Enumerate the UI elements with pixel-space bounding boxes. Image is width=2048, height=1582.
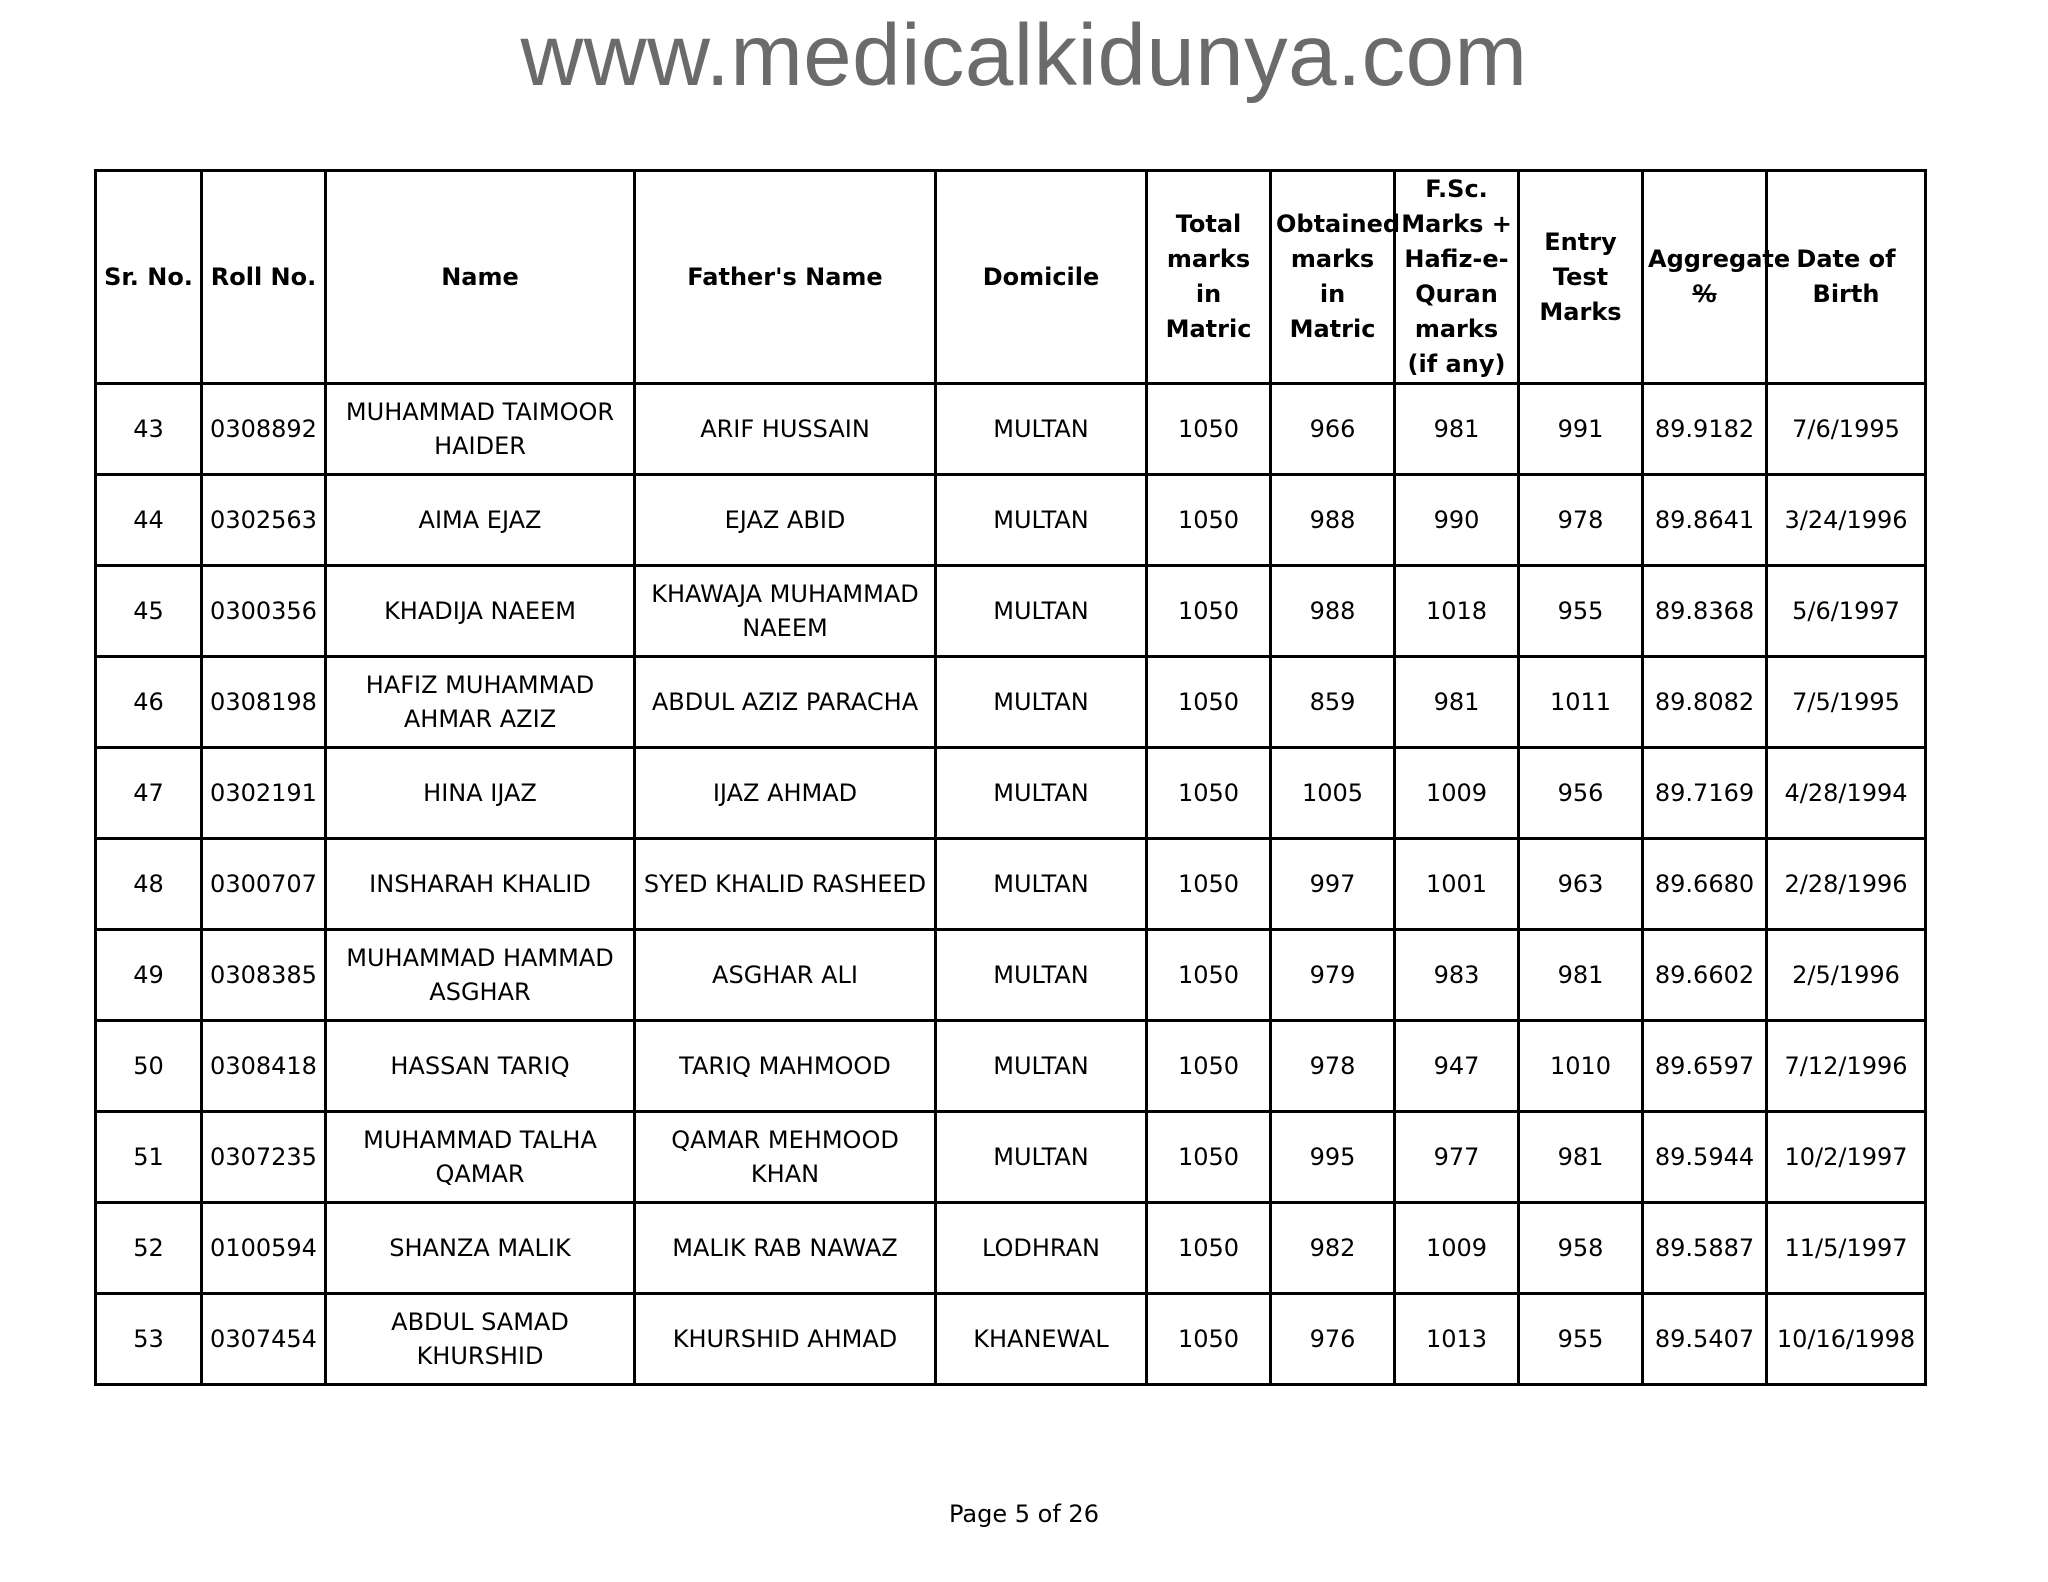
cell-domicile: MULTAN	[936, 748, 1147, 839]
cell-roll-no: 0302563	[202, 475, 326, 566]
cell-fsc-marks: 1013	[1395, 1294, 1519, 1385]
cell-sr-no: 45	[96, 566, 202, 657]
table-row	[96, 384, 1926, 475]
cell-roll-no: 0302191	[202, 748, 326, 839]
cell-aggregate: 89.7169	[1643, 748, 1767, 839]
cell-total-matric: 1050	[1147, 1021, 1271, 1112]
header-aggregate	[1643, 171, 1791, 384]
table-row	[96, 1294, 1926, 1385]
cell-entry-test: 978	[1519, 475, 1643, 566]
cell-dob: 7/12/1996	[1767, 1021, 1926, 1112]
header-domicile: Domicile	[936, 171, 1147, 384]
cell-sr-no: 48	[96, 839, 202, 930]
table-row	[96, 566, 1926, 657]
cell-entry-test: 958	[1519, 1203, 1643, 1294]
table-header-row	[96, 171, 1926, 384]
cell-name: AIMA EJAZ	[326, 475, 635, 566]
cell-domicile: MULTAN	[936, 930, 1147, 1021]
cell-obtained-matric: 979	[1271, 930, 1395, 1021]
cell-father-name: ASGHAR ALI	[635, 930, 936, 1021]
cell-dob: 10/2/1997	[1767, 1112, 1926, 1203]
cell-fsc-marks: 981	[1395, 657, 1519, 748]
cell-sr-no: 44	[96, 475, 202, 566]
table-row	[96, 930, 1926, 1021]
cell-name: HASSAN TARIQ	[326, 1021, 635, 1112]
table-row	[96, 839, 1926, 930]
cell-father-name: TARIQ MAHMOOD	[635, 1021, 936, 1112]
cell-dob: 11/5/1997	[1767, 1203, 1926, 1294]
cell-total-matric: 1050	[1147, 930, 1271, 1021]
cell-domicile: MULTAN	[936, 384, 1147, 475]
cell-roll-no: 0308198	[202, 657, 326, 748]
cell-obtained-matric: 988	[1271, 475, 1395, 566]
cell-name: KHADIJA NAEEM	[326, 566, 635, 657]
cell-sr-no: 49	[96, 930, 202, 1021]
cell-entry-test: 981	[1519, 1112, 1643, 1203]
cell-total-matric: 1050	[1147, 475, 1271, 566]
cell-roll-no: 0307235	[202, 1112, 326, 1203]
cell-domicile: MULTAN	[936, 566, 1147, 657]
cell-entry-test: 963	[1519, 839, 1643, 930]
cell-domicile: MULTAN	[936, 475, 1147, 566]
cell-roll-no: 0308418	[202, 1021, 326, 1112]
cell-domicile: LODHRAN	[936, 1203, 1147, 1294]
cell-domicile: MULTAN	[936, 1021, 1147, 1112]
cell-total-matric: 1050	[1147, 657, 1271, 748]
cell-total-matric: 1050	[1147, 748, 1271, 839]
cell-aggregate: 89.6602	[1643, 930, 1767, 1021]
cell-fsc-marks: 1009	[1395, 748, 1519, 839]
cell-sr-no: 43	[96, 384, 202, 475]
cell-aggregate: 89.8368	[1643, 566, 1767, 657]
cell-fsc-marks: 983	[1395, 930, 1519, 1021]
cell-obtained-matric: 978	[1271, 1021, 1395, 1112]
header-dob: Date of Birth	[1767, 171, 1926, 384]
cell-roll-no: 0300356	[202, 566, 326, 657]
cell-roll-no: 0307454	[202, 1294, 326, 1385]
cell-dob: 10/16/1998	[1767, 1294, 1926, 1385]
cell-father-name: IJAZ AHMAD	[635, 748, 936, 839]
page-number: Page 5 of 26	[949, 1500, 1099, 1528]
cell-dob: 2/28/1996	[1767, 839, 1926, 930]
header-fsc-marks: F.Sc. Marks + Hafiz-e-Quran marks (if any)	[1395, 171, 1519, 384]
cell-father-name: KHAWAJA MUHAMMAD NAEEM	[635, 566, 936, 657]
cell-dob: 7/6/1995	[1767, 384, 1926, 475]
table-row	[96, 1112, 1926, 1203]
cell-fsc-marks: 990	[1395, 475, 1519, 566]
cell-entry-test: 956	[1519, 748, 1643, 839]
cell-name: MUHAMMAD TALHA QAMAR	[326, 1112, 635, 1203]
cell-aggregate: 89.5407	[1643, 1294, 1767, 1385]
cell-name: MUHAMMAD TAIMOOR HAIDER	[326, 384, 635, 475]
cell-fsc-marks: 981	[1395, 384, 1519, 475]
cell-total-matric: 1050	[1147, 1203, 1271, 1294]
cell-domicile: KHANEWAL	[936, 1294, 1147, 1385]
cell-domicile: MULTAN	[936, 1112, 1147, 1203]
cell-obtained-matric: 988	[1271, 566, 1395, 657]
cell-sr-no: 52	[96, 1203, 202, 1294]
cell-entry-test: 955	[1519, 1294, 1643, 1385]
cell-total-matric: 1050	[1147, 384, 1271, 475]
cell-dob: 5/6/1997	[1767, 566, 1926, 657]
cell-name: ABDUL SAMAD KHURSHID	[326, 1294, 635, 1385]
header-roll-no: Roll No.	[202, 171, 326, 384]
cell-roll-no: 0308385	[202, 930, 326, 1021]
table-row	[96, 1203, 1926, 1294]
cell-fsc-marks: 1018	[1395, 566, 1519, 657]
cell-roll-no: 0308892	[202, 384, 326, 475]
cell-sr-no: 53	[96, 1294, 202, 1385]
table-row	[96, 475, 1926, 566]
cell-sr-no: 50	[96, 1021, 202, 1112]
cell-aggregate: 89.8082	[1643, 657, 1767, 748]
cell-domicile: MULTAN	[936, 657, 1147, 748]
cell-dob: 7/5/1995	[1767, 657, 1926, 748]
cell-sr-no: 46	[96, 657, 202, 748]
cell-total-matric: 1050	[1147, 566, 1271, 657]
cell-name: HINA IJAZ	[326, 748, 635, 839]
cell-father-name: MALIK RAB NAWAZ	[635, 1203, 936, 1294]
cell-obtained-matric: 995	[1271, 1112, 1395, 1203]
cell-entry-test: 991	[1519, 384, 1643, 475]
header-father-name: Father's Name	[635, 171, 936, 384]
watermark-text: www.medicalkidunya.com	[520, 7, 1528, 104]
cell-father-name: EJAZ ABID	[635, 475, 936, 566]
cell-dob: 4/28/1994	[1767, 748, 1926, 839]
cell-father-name: ABDUL AZIZ PARACHA	[635, 657, 936, 748]
cell-entry-test: 955	[1519, 566, 1643, 657]
cell-obtained-matric: 859	[1271, 657, 1395, 748]
cell-obtained-matric: 997	[1271, 839, 1395, 930]
header-name: Name	[326, 171, 635, 384]
cell-aggregate: 89.8641	[1643, 475, 1767, 566]
merit-list-table	[94, 169, 1927, 1386]
cell-fsc-marks: 947	[1395, 1021, 1519, 1112]
cell-obtained-matric: 1005	[1271, 748, 1395, 839]
cell-entry-test: 981	[1519, 930, 1643, 1021]
header-aggregate-label: Aggregate	[1648, 245, 1791, 273]
cell-fsc-marks: 1001	[1395, 839, 1519, 930]
cell-aggregate: 89.6597	[1643, 1021, 1767, 1112]
cell-dob: 3/24/1996	[1767, 475, 1926, 566]
cell-total-matric: 1050	[1147, 839, 1271, 930]
table-row	[96, 748, 1926, 839]
header-aggregate-symbol: %	[1692, 280, 1717, 308]
table-row	[96, 657, 1926, 748]
cell-total-matric: 1050	[1147, 1294, 1271, 1385]
cell-roll-no: 0300707	[202, 839, 326, 930]
cell-obtained-matric: 982	[1271, 1203, 1395, 1294]
cell-fsc-marks: 977	[1395, 1112, 1519, 1203]
cell-entry-test: 1010	[1519, 1021, 1643, 1112]
header-obtained-matric: Obtained marks in Matric	[1271, 171, 1395, 384]
cell-roll-no: 0100594	[202, 1203, 326, 1294]
header-total-matric: Total marks in Matric	[1147, 171, 1271, 384]
cell-obtained-matric: 976	[1271, 1294, 1395, 1385]
cell-father-name: SYED KHALID RASHEED	[635, 839, 936, 930]
cell-name: MUHAMMAD HAMMAD ASGHAR	[326, 930, 635, 1021]
table-row	[96, 1021, 1926, 1112]
cell-fsc-marks: 1009	[1395, 1203, 1519, 1294]
cell-aggregate: 89.5944	[1643, 1112, 1767, 1203]
cell-name: SHANZA MALIK	[326, 1203, 635, 1294]
cell-entry-test: 1011	[1519, 657, 1643, 748]
cell-father-name: KHURSHID AHMAD	[635, 1294, 936, 1385]
cell-domicile: MULTAN	[936, 839, 1147, 930]
cell-obtained-matric: 966	[1271, 384, 1395, 475]
table-body	[96, 384, 1926, 1385]
cell-name: HAFIZ MUHAMMAD AHMAR AZIZ	[326, 657, 635, 748]
cell-father-name: QAMAR MEHMOOD KHAN	[635, 1112, 936, 1203]
cell-dob: 2/5/1996	[1767, 930, 1926, 1021]
cell-aggregate: 89.6680	[1643, 839, 1767, 930]
header-sr-no: Sr. No.	[96, 171, 202, 384]
header-entry-test: Entry Test Marks	[1519, 171, 1643, 384]
cell-name: INSHARAH KHALID	[326, 839, 635, 930]
cell-total-matric: 1050	[1147, 1112, 1271, 1203]
cell-sr-no: 47	[96, 748, 202, 839]
cell-aggregate: 89.5887	[1643, 1203, 1767, 1294]
cell-sr-no: 51	[96, 1112, 202, 1203]
cell-aggregate: 89.9182	[1643, 384, 1767, 475]
cell-father-name: ARIF HUSSAIN	[635, 384, 936, 475]
